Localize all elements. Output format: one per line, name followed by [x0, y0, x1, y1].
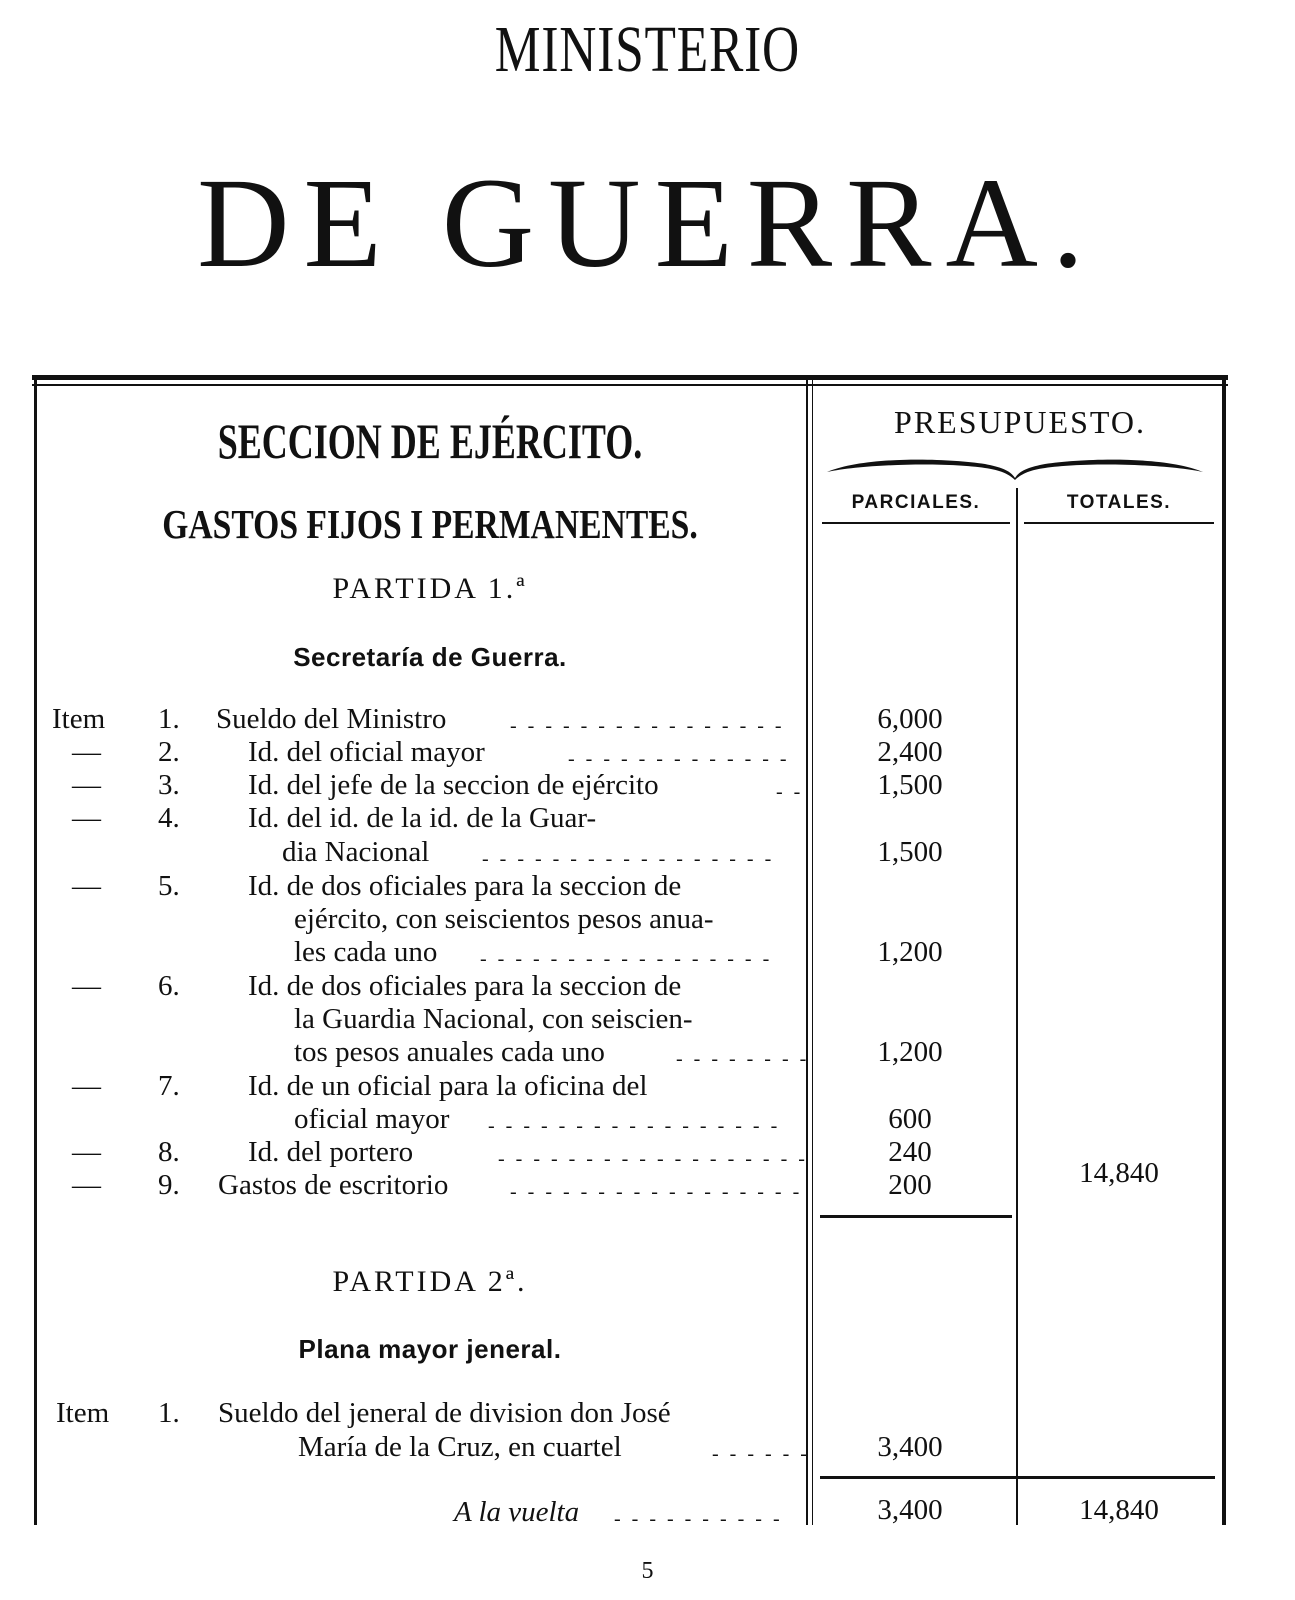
leader-dots: - - - - - - - - [676, 1048, 810, 1070]
right-border [1222, 380, 1226, 1525]
leader-dots: - - - - - - - - - - - - - - - - - [482, 848, 775, 870]
item-description: Gastos de escritorio [218, 1169, 449, 1201]
item-label: — [72, 970, 101, 1002]
item-number: 6. [158, 970, 180, 1002]
item-description: Id. de un oficial para la oficina del [248, 1070, 648, 1102]
divider-desc-2 [812, 380, 813, 1525]
item-number: 7. [158, 1070, 180, 1102]
item-description: Id. de dos oficiales para la seccion de [248, 870, 682, 902]
header-underline-total [1024, 522, 1214, 524]
partida1-total-rule [820, 1215, 1012, 1218]
partial-amount: 1,200 [877, 936, 943, 968]
partial-amount: 600 [888, 1103, 932, 1135]
item-description-cont: María de la Cruz, en cuartel [298, 1431, 622, 1463]
item-description-cont: les cada uno [294, 936, 438, 968]
partial-amount: 240 [888, 1136, 932, 1168]
item-description: Id. del jefe de la seccion de ejército [248, 769, 659, 801]
leader-dots: - - - - - - - - - - - - - [568, 748, 790, 770]
department-title: DE GUERRA. [197, 152, 1098, 294]
top-rule [32, 375, 1228, 380]
item-description-cont: tos pesos anuales cada uno [294, 1036, 605, 1068]
leader-dots: - - - - - - - - - - - - - - - - - [510, 1181, 803, 1203]
brace-ornament [825, 452, 1205, 482]
partida-2-heading: PARTIDA 2ª. [332, 1265, 528, 1298]
partida-2-subheading: Plana mayor jeneral. [298, 1334, 562, 1364]
item-label: — [72, 769, 101, 801]
column-header-partial: PARCIALES. [851, 492, 981, 513]
leader-dots: - - - - - - - - - - [614, 1508, 783, 1530]
leader-dots: - - - - - - [712, 1443, 810, 1465]
leader-dots: - - - - - - - - - - - - - - - - [510, 715, 785, 737]
left-border [34, 380, 37, 1525]
partida2-total-rule [820, 1476, 1215, 1479]
partial-amount: 1,500 [877, 769, 943, 801]
ministry-title: MINISTERIO [494, 13, 801, 86]
item-number: 4. [158, 802, 180, 834]
item-description: Id. del oficial mayor [248, 736, 485, 768]
item-description-cont: ejército, con seiscientos pesos anua- [294, 903, 714, 935]
carried-forward-label: A la vuelta [454, 1496, 580, 1528]
leader-dots: - - - - - - - - - - - - - - - - - - [498, 1148, 808, 1170]
item-number: 1. [158, 703, 180, 735]
item-label: — [72, 1070, 101, 1102]
partial-amount: 1,500 [877, 836, 943, 868]
section-title: SECCION DE EJÉRCITO. [217, 413, 643, 469]
item-description: Id. del portero [248, 1136, 414, 1168]
carried-forward-total: 14,840 [1079, 1494, 1159, 1526]
item-label: — [72, 802, 101, 834]
partial-amount: 6,000 [877, 703, 943, 735]
item-number: 3. [158, 769, 180, 801]
item-description: Id. de dos oficiales para la seccion de [248, 970, 682, 1002]
partial-amount: 1,200 [877, 1036, 943, 1068]
top-rule-thin [32, 384, 1228, 386]
partida-1-total: 14,840 [1079, 1157, 1159, 1189]
item-label: — [72, 736, 101, 768]
item-label: — [72, 1169, 101, 1201]
section-subtitle: GASTOS FIJOS I PERMANENTES. [162, 501, 698, 547]
carried-forward-partial: 3,400 [877, 1494, 943, 1526]
divider-partial [1016, 488, 1018, 1525]
item-description: Sueldo del jeneral de division don José [218, 1397, 671, 1429]
partial-amount: 200 [888, 1169, 932, 1201]
item-description-cont: la Guardia Nacional, con seiscien- [294, 1003, 693, 1035]
partida-1-subheading: Secretaría de Guerra. [293, 642, 567, 672]
item-number: 8. [158, 1136, 180, 1168]
item-label: Item [56, 1397, 110, 1429]
item-number: 2. [158, 736, 180, 768]
leader-dots: - - - - - - - - - - - - - - - - - [480, 948, 773, 970]
page-number: 5 [641, 1558, 654, 1584]
item-label: — [72, 870, 101, 902]
header-underline-partial [822, 522, 1010, 524]
partida-1-heading: PARTIDA 1.ª [332, 572, 528, 605]
leader-dots: - - - - - - - - - - - - - - - - - [488, 1115, 781, 1137]
item-description: Id. del id. de la id. de la Guar- [248, 802, 597, 834]
budget-title: PRESUPUESTO. [894, 404, 1146, 440]
item-number: 5. [158, 870, 180, 902]
column-header-total: TOTALES. [1066, 492, 1172, 513]
item-label: Item [52, 703, 106, 735]
partial-amount: 2,400 [877, 736, 943, 768]
item-description: Sueldo del Ministro [216, 703, 447, 735]
item-number: 1. [158, 1397, 180, 1429]
partial-amount: 3,400 [877, 1431, 943, 1463]
leader-dots: - - [776, 781, 804, 803]
item-description-cont: dia Nacional [282, 836, 430, 868]
item-label: — [72, 1136, 101, 1168]
item-description-cont: oficial mayor [294, 1103, 450, 1135]
item-number: 9. [158, 1169, 180, 1201]
divider-desc [806, 380, 808, 1525]
